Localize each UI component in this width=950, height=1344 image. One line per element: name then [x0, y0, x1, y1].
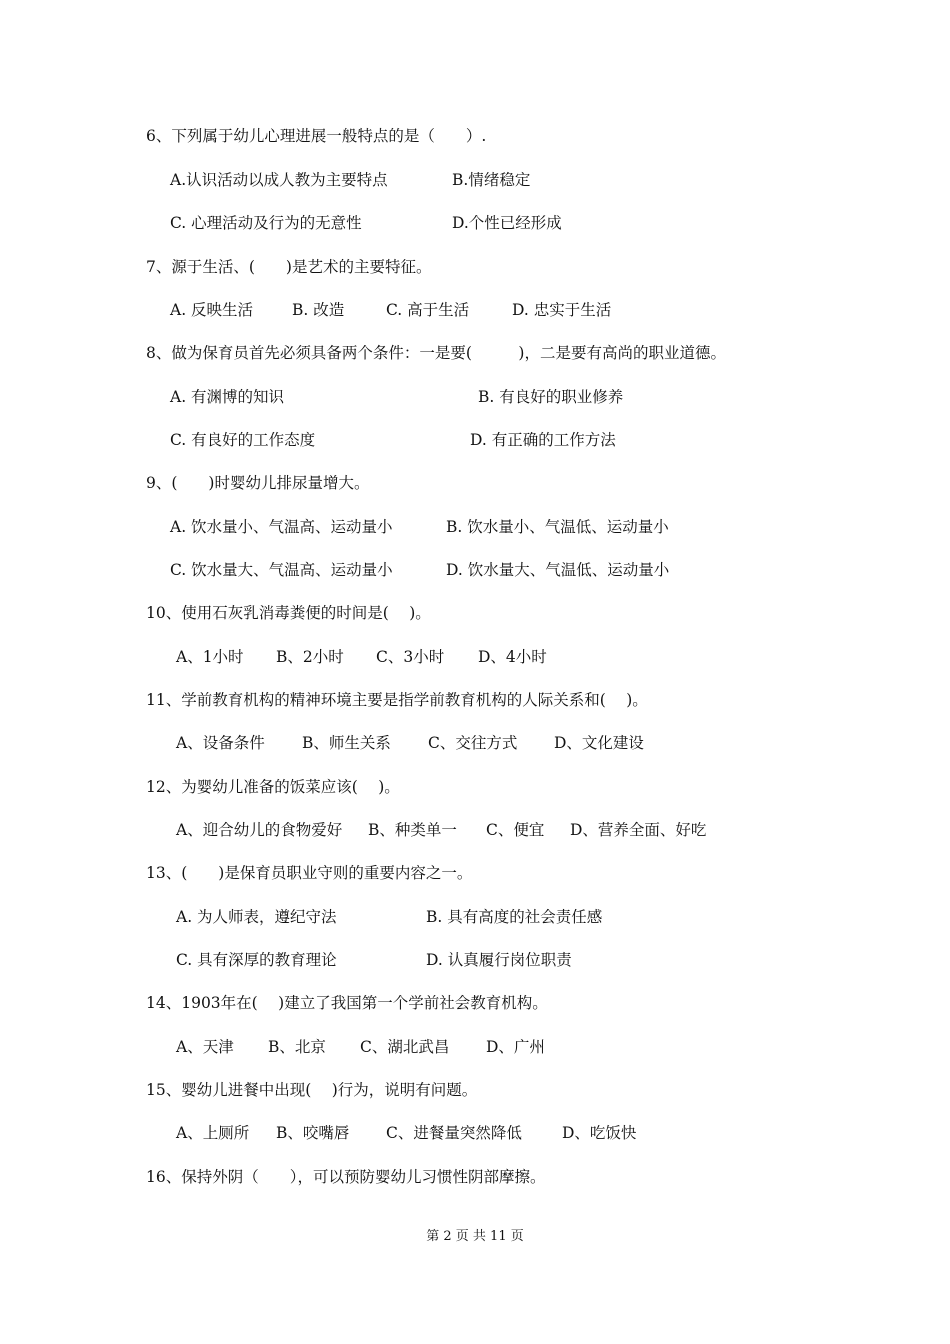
question-stem: 13、( )是保育员职业守则的重要内容之一。 — [146, 864, 473, 882]
question-stem: 11、学前教育机构的精神环境主要是指学前教育机构的人际关系和( )。 — [146, 691, 648, 709]
option: D.个性已经形成 — [452, 214, 562, 232]
option: B. 饮水量小、气温低、运动量小 — [446, 518, 669, 536]
option: C. 饮水量大、气温高、运动量小 — [170, 561, 393, 579]
question-stem: 12、为婴幼儿准备的饭菜应该( )。 — [146, 778, 400, 796]
option: A. 为人师表，遵纪守法 — [176, 908, 337, 926]
option: C、湖北武昌 — [360, 1038, 450, 1056]
question-stem: 9、( )时婴幼儿排尿量增大。 — [146, 474, 370, 492]
option: C、进餐量突然降低 — [386, 1124, 522, 1142]
option: B、师生关系 — [302, 734, 391, 752]
option: B. 改造 — [292, 301, 345, 319]
option: C. 高于生活 — [386, 301, 470, 319]
option: C、3小时 — [376, 648, 445, 666]
option: D、营养全面、好吃 — [570, 821, 707, 839]
option-line — [170, 387, 624, 407]
option-line — [170, 430, 616, 450]
question-stem: 16、保持外阴（ ），可以预防婴幼儿习惯性阴部摩擦。 — [146, 1168, 546, 1186]
option-line — [170, 560, 670, 580]
option: B. 具有高度的社会责任感 — [426, 908, 603, 926]
option: A、迎合幼儿的食物爱好 — [176, 821, 343, 839]
option: A.认识活动以成人教为主要特点 — [170, 171, 388, 189]
option-line — [170, 300, 612, 320]
option: B、种类单一 — [368, 821, 457, 839]
question-stem: 7、源于生活、( )是艺术的主要特征。 — [146, 258, 432, 276]
option: A. 反映生活 — [170, 301, 254, 319]
option: C、便宜 — [486, 821, 545, 839]
question-stem: 6、下列属于幼儿心理进展一般特点的是（ ）. — [146, 127, 487, 145]
option: D、吃饭快 — [562, 1124, 637, 1142]
question-stem: 15、婴幼儿进餐中出现( )行为，说明有问题。 — [146, 1081, 478, 1099]
option: D. 饮水量大、气温低、运动量小 — [446, 561, 670, 579]
option: B.情绪稳定 — [452, 171, 531, 189]
option-line — [176, 733, 644, 753]
option: A、天津 — [176, 1038, 234, 1056]
option: A. 饮水量小、气温高、运动量小 — [170, 518, 393, 536]
option-line — [170, 170, 531, 190]
option-line — [176, 950, 572, 970]
option: D、4小时 — [478, 648, 547, 666]
option: A、上厕所 — [176, 1124, 250, 1142]
question-stem: 8、做为保育员首先必须具备两个条件：一是要( )，二是要有高尚的职业道德。 — [146, 344, 726, 362]
option: D. 忠实于生活 — [512, 301, 612, 319]
option: C. 有良好的工作态度 — [170, 431, 316, 449]
option-line — [176, 1037, 545, 1057]
option: B、北京 — [268, 1038, 326, 1056]
option-line — [170, 213, 562, 233]
option-line — [176, 1123, 637, 1143]
option-line — [176, 647, 547, 667]
page-number: 第 2 页 共 11 页 — [426, 1229, 524, 1244]
option: A、设备条件 — [176, 734, 265, 752]
option-line — [176, 907, 603, 927]
option: D、文化建设 — [554, 734, 644, 752]
option: B. 有良好的职业修养 — [478, 388, 624, 406]
option: A、1小时 — [176, 648, 244, 666]
option: B、咬嘴唇 — [276, 1124, 350, 1142]
option: D. 有正确的工作方法 — [470, 431, 616, 449]
option-line — [176, 820, 707, 840]
option: B、2小时 — [276, 648, 344, 666]
option: D. 认真履行岗位职责 — [426, 951, 572, 969]
option: D、广州 — [486, 1038, 545, 1056]
option: C. 心理活动及行为的无意性 — [170, 214, 362, 232]
option-line — [170, 517, 669, 537]
option: C、交往方式 — [428, 734, 518, 752]
question-stem: 10、使用石灰乳消毒粪便的时间是( )。 — [146, 604, 431, 622]
question-stem: 14、1903年在( )建立了我国第一个学前社会教育机构。 — [146, 994, 548, 1012]
option: C. 具有深厚的教育理论 — [176, 951, 337, 969]
option: A. 有渊博的知识 — [170, 388, 285, 406]
